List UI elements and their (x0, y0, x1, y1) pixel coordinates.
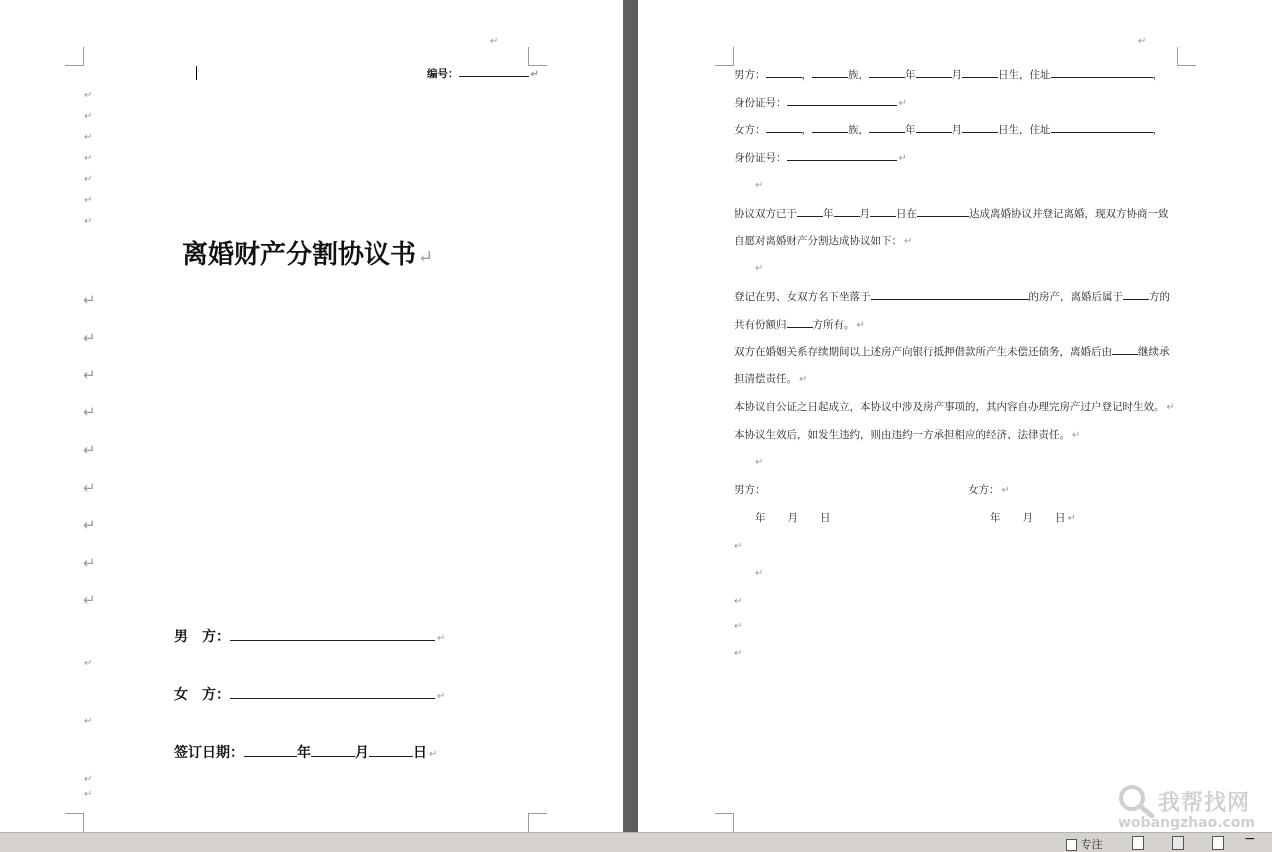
para2-share-blank[interactable] (787, 317, 813, 328)
para2-text-c: 方的 (1149, 291, 1170, 303)
paragraph-1-line-2[interactable] (734, 234, 912, 249)
para1-month-unit: 月 (859, 208, 870, 220)
female-ethnicity-blank[interactable] (812, 122, 848, 133)
paragraph-mark-icon: ↵ (84, 174, 93, 185)
paragraph-mark-icon: ↵ (83, 329, 96, 347)
web-view-icon (1212, 836, 1224, 850)
paragraph-mark-icon: ↵ (1072, 430, 1081, 441)
paragraph-mark-icon: ↵ (490, 36, 499, 47)
line-end: ， (1152, 69, 1163, 81)
para3-text-b: 继续承 (1138, 346, 1170, 358)
birth-address-label: 日生，住址 (998, 124, 1051, 136)
paragraph-mark-icon: ↵ (84, 716, 93, 727)
paragraph-mark-icon: ↵ (755, 568, 764, 579)
paragraph-mark-icon: ↵ (418, 247, 434, 268)
paragraph-5[interactable] (734, 428, 1080, 443)
paragraph-mark-icon: ↵ (83, 591, 96, 609)
para1-day-unit: 日在 (896, 208, 917, 220)
para2-location-blank[interactable] (871, 289, 1029, 300)
paragraph-mark-icon: ↵ (83, 441, 96, 459)
focus-mode-icon (1066, 839, 1077, 851)
document-page-1[interactable] (0, 0, 623, 832)
para3-party-blank[interactable] (1112, 344, 1138, 355)
paragraph-mark-icon: ↵ (84, 774, 93, 785)
female-signature-line[interactable] (174, 684, 445, 704)
page-gutter (623, 0, 638, 832)
sign-female-date[interactable] (990, 511, 1076, 526)
read-mode-button[interactable] (1132, 836, 1144, 850)
month-unit: 月 (951, 124, 962, 136)
site-watermark (1112, 782, 1270, 832)
separator: ， (801, 69, 812, 81)
female-signature-blank[interactable] (230, 686, 435, 699)
crop-mark (715, 47, 734, 66)
female-date-year: 年 (990, 512, 1001, 524)
watermark-en: wobangzhao.com (1118, 815, 1256, 831)
paragraph-mark-icon: ↵ (755, 180, 764, 191)
ethnicity-unit: 族， (848, 124, 869, 136)
sign-male-label[interactable] (734, 483, 766, 497)
paragraph-mark-icon: ↵ (83, 554, 96, 572)
male-id-line[interactable] (734, 95, 907, 111)
paragraph-mark-icon: ↵ (84, 90, 93, 101)
male-day-blank[interactable] (962, 67, 998, 78)
sign-male-text: 男方： (734, 484, 766, 496)
male-name-blank[interactable] (766, 67, 802, 78)
male-address-blank[interactable] (1051, 67, 1153, 78)
male-signature-line[interactable] (174, 626, 445, 646)
male-year-blank[interactable] (869, 67, 905, 78)
para3-text-a: 双方在婚姻关系存续期间以上述房产向银行抵押借款所产生未偿还债务，离婚后由 (734, 346, 1112, 358)
paragraph-mark-icon: ↵ (83, 366, 96, 384)
para1-line2-text: 自愿对离婚财产分割达成协议如下： (734, 235, 902, 247)
paragraph-mark-icon: ↵ (83, 516, 96, 534)
focus-mode-button[interactable] (1066, 836, 1103, 852)
para2-line2-a: 共有份额归 (734, 319, 787, 331)
female-party-label: 女方： (734, 124, 766, 136)
male-signature-label: 男 方： (174, 629, 230, 645)
signing-date-line[interactable] (174, 742, 437, 762)
paragraph-3-line-1[interactable] (734, 344, 1170, 359)
paragraph-1-line-1[interactable] (734, 206, 1169, 221)
search-magnifier-icon (1116, 784, 1156, 818)
male-date-day: 日 (820, 512, 831, 524)
paragraph-mark-icon: ↵ (83, 403, 96, 421)
paragraph-mark-icon: ↵ (84, 195, 93, 206)
paragraph-3-line-2[interactable] (734, 372, 807, 387)
paragraph-mark-icon: ↵ (429, 749, 438, 760)
para1-text-a: 协议双方已于 (734, 208, 797, 220)
separator: ， (801, 124, 812, 136)
line-end: ， (1152, 124, 1163, 136)
female-date-month: 月 (1022, 512, 1033, 524)
paragraph-mark-icon: ↵ (84, 153, 93, 164)
para1-year-unit: 年 (823, 208, 834, 220)
para1-place-blank[interactable] (917, 206, 969, 217)
year-unit: 年 (905, 69, 916, 81)
paragraph-mark-icon: ↵ (734, 621, 743, 632)
zoom-out-button[interactable]: − (1244, 831, 1256, 847)
sign-female-label[interactable] (968, 483, 1010, 498)
serial-number-line[interactable] (427, 66, 539, 81)
paragraph-mark-icon: ↵ (734, 541, 743, 552)
para1-year-blank[interactable] (797, 206, 823, 217)
paragraph-mark-icon: ↵ (84, 132, 93, 143)
crop-mark (65, 47, 84, 66)
paragraph-mark-icon: ↵ (734, 648, 743, 659)
date-year-unit: 年 (297, 745, 311, 761)
date-day-blank[interactable] (369, 744, 413, 757)
paragraph-mark-icon: ↵ (904, 236, 913, 247)
para2-party-blank[interactable] (1123, 289, 1149, 300)
date-month-blank[interactable] (311, 744, 355, 757)
male-party-label: 男方： (734, 69, 766, 81)
paragraph-mark-icon: ↵ (898, 98, 907, 109)
paragraph-mark-icon: ↵ (1067, 513, 1076, 524)
paragraph-mark-icon: ↵ (1166, 402, 1175, 413)
para2-text-a: 登记在男、女双方名下坐落于 (734, 291, 871, 303)
paragraph-mark-icon: ↵ (437, 633, 446, 644)
date-month-unit: 月 (355, 745, 369, 761)
paragraph-mark-icon: ↵ (755, 457, 764, 468)
paragraph-mark-icon: ↵ (898, 153, 907, 164)
female-id-blank[interactable] (787, 150, 897, 161)
crop-mark (65, 813, 84, 832)
para1-day-blank[interactable] (870, 206, 896, 217)
male-date-month: 月 (787, 512, 798, 524)
female-date-day: 日 (1055, 512, 1066, 524)
signing-date-label: 签订日期： (174, 745, 244, 761)
page-view-icon (1172, 836, 1184, 850)
paragraph-mark-icon: ↵ (83, 291, 96, 309)
crop-mark (528, 813, 547, 832)
para4-text: 本协议自公证之日起成立，本协议中涉及房产事项的，其内容自办理完房产过户登记时生效。 (734, 401, 1165, 413)
focus-mode-label: 专注 (1080, 838, 1103, 851)
read-mode-icon (1132, 836, 1144, 850)
document-title[interactable] (182, 234, 433, 271)
para1-text-b: 达成离婚协议并登记离婚，现双方协商一致 (969, 208, 1169, 220)
female-year-blank[interactable] (869, 122, 905, 133)
paragraph-4[interactable] (734, 400, 1175, 415)
female-day-blank[interactable] (962, 122, 998, 133)
para2-text-b: 的房产，离婚后属于 (1028, 291, 1123, 303)
paragraph-mark-icon: ↵ (83, 479, 96, 497)
id-label: 身份证号： (734, 97, 787, 109)
crop-mark (528, 47, 547, 66)
month-unit: 月 (951, 69, 962, 81)
sign-male-date[interactable] (755, 511, 831, 525)
para5-text: 本协议生效后，如发生违约，则由违约一方承担相应的经济、法律责任。 (734, 429, 1070, 441)
paragraph-mark-icon: ↵ (84, 111, 93, 122)
male-party-line[interactable] (734, 67, 1163, 82)
paragraph-mark-icon: ↵ (84, 658, 93, 669)
male-date-year: 年 (755, 512, 766, 524)
birth-address-label: 日生，住址 (998, 69, 1051, 81)
male-ethnicity-blank[interactable] (812, 67, 848, 78)
para1-month-blank[interactable] (834, 206, 860, 217)
female-month-blank[interactable] (916, 122, 952, 133)
serial-blank[interactable] (459, 66, 529, 77)
date-year-blank[interactable] (244, 744, 297, 757)
crop-mark (715, 813, 734, 832)
paragraph-mark-icon: ↵ (84, 216, 93, 227)
male-id-blank[interactable] (787, 95, 897, 106)
paragraph-2-line-2[interactable] (734, 317, 865, 333)
paragraph-2-line-1[interactable] (734, 289, 1170, 304)
id-label: 身份证号： (734, 152, 787, 164)
paragraph-mark-icon: ↵ (437, 691, 446, 702)
status-bar (0, 832, 1272, 852)
female-name-blank[interactable] (766, 122, 802, 133)
date-day-unit: 日 (413, 745, 427, 761)
paragraph-mark-icon: ↵ (84, 789, 93, 800)
paragraph-mark-icon: ↵ (755, 263, 764, 274)
sign-female-text: 女方： (968, 484, 1000, 496)
paragraph-mark-icon: ↵ (856, 320, 865, 331)
female-signature-label: 女 方： (174, 687, 230, 703)
para2-line2-b: 方所有。 (812, 319, 855, 331)
para3-line2-text: 担清偿责任。 (734, 373, 797, 385)
female-party-line[interactable] (734, 122, 1163, 137)
document-title-text: 离婚财产分割协议书 (182, 240, 417, 270)
ethnicity-unit: 族， (848, 69, 869, 81)
male-signature-blank[interactable] (230, 628, 435, 641)
watermark-cn: 我帮找网 (1158, 791, 1251, 816)
serial-label: 编号： (427, 68, 459, 80)
paragraph-mark-icon: ↵ (530, 69, 539, 80)
female-id-line[interactable] (734, 150, 907, 166)
crop-mark (1177, 47, 1196, 66)
paragraph-mark-icon: ↵ (1138, 36, 1147, 47)
paragraph-mark-icon: ↵ (734, 596, 743, 607)
text-cursor (196, 66, 197, 80)
paragraph-mark-icon: ↵ (799, 374, 808, 385)
year-unit: 年 (905, 124, 916, 136)
page-view-button[interactable] (1172, 836, 1184, 850)
female-address-blank[interactable] (1051, 122, 1153, 133)
male-month-blank[interactable] (916, 67, 952, 78)
paragraph-mark-icon: ↵ (1001, 485, 1010, 496)
web-view-button[interactable] (1212, 836, 1224, 850)
